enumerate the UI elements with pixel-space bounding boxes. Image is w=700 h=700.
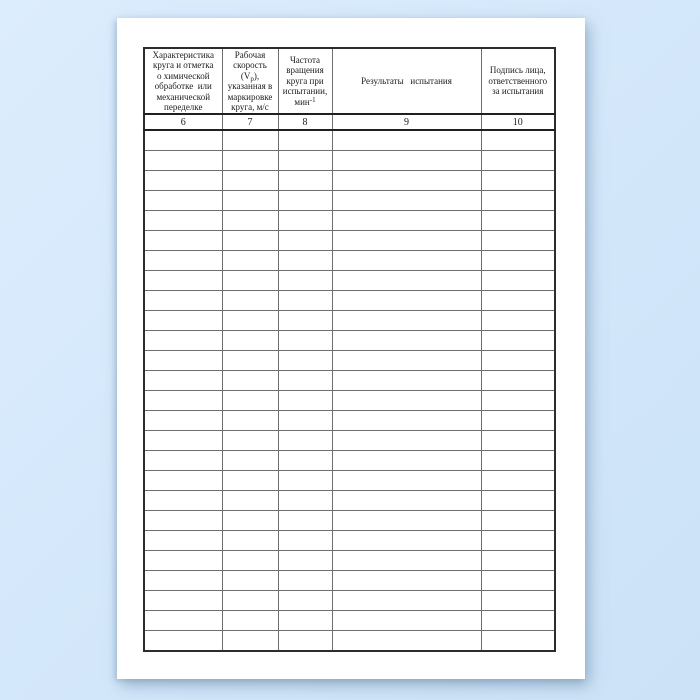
empty-cell: [222, 411, 278, 431]
empty-cell: [278, 391, 332, 411]
empty-cell: [332, 591, 481, 611]
table-row: [144, 631, 555, 652]
empty-cell: [332, 130, 481, 151]
table-row: [144, 271, 555, 291]
empty-cell: [222, 211, 278, 231]
empty-cell: [481, 231, 555, 251]
empty-cell: [144, 291, 222, 311]
empty-cell: [332, 371, 481, 391]
empty-cell: [144, 591, 222, 611]
table-row: [144, 211, 555, 231]
empty-cell: [222, 511, 278, 531]
empty-cell: [222, 291, 278, 311]
empty-cell: [332, 151, 481, 171]
empty-cell: [481, 411, 555, 431]
empty-cell: [144, 171, 222, 191]
empty-cell: [222, 591, 278, 611]
header-line: маркировке: [227, 91, 273, 102]
empty-cell: [481, 351, 555, 371]
empty-cell: [481, 511, 555, 531]
empty-cell: [222, 331, 278, 351]
header-line: круга, м/с: [231, 102, 269, 112]
empty-cell: [278, 151, 332, 171]
empty-cell: [222, 551, 278, 571]
table-row: [144, 551, 555, 571]
header-line: обработке или: [154, 81, 212, 91]
empty-cell: [332, 291, 481, 311]
column-number-6: 6: [144, 114, 222, 130]
empty-cell: [222, 171, 278, 191]
table-row: [144, 611, 555, 631]
empty-cell: [222, 371, 278, 391]
table-row: [144, 231, 555, 251]
empty-cell: [481, 291, 555, 311]
empty-cell: [481, 591, 555, 611]
header-line: указанная в: [227, 81, 273, 91]
header-line: Рабочая: [234, 49, 266, 60]
empty-cell: [332, 231, 481, 251]
empty-cell: [278, 431, 332, 451]
empty-cell: [481, 391, 555, 411]
empty-cell: [278, 130, 332, 151]
table-row: [144, 331, 555, 351]
empty-cell: [222, 391, 278, 411]
empty-cell: [144, 411, 222, 431]
table-row: [144, 251, 555, 271]
table-row: [144, 151, 555, 171]
empty-cell: [278, 451, 332, 471]
column-number-9: 9: [332, 114, 481, 130]
journal-table: [143, 47, 556, 652]
empty-cell: [332, 611, 481, 631]
table-row: [144, 431, 555, 451]
empty-cell: [278, 271, 332, 291]
empty-cell: [144, 531, 222, 551]
table-row: [144, 391, 555, 411]
empty-cell: [481, 491, 555, 511]
empty-cell: [278, 311, 332, 331]
empty-cell: [481, 130, 555, 151]
empty-cell: [278, 331, 332, 351]
table-row: [144, 171, 555, 191]
empty-cell: [332, 391, 481, 411]
header-line: за испытания: [492, 86, 544, 97]
empty-cell: [222, 611, 278, 631]
empty-cell: [481, 571, 555, 591]
header-cell-col8: [278, 48, 332, 114]
empty-cell: [332, 551, 481, 571]
empty-cell: [144, 231, 222, 251]
empty-cell: [222, 471, 278, 491]
header-line: ответственного: [488, 75, 548, 86]
empty-cell: [278, 631, 332, 652]
empty-cell: [278, 591, 332, 611]
table-body: [144, 130, 555, 651]
empty-cell: [278, 291, 332, 311]
empty-cell: [144, 130, 222, 151]
empty-cell: [278, 251, 332, 271]
header-line: вращения: [286, 65, 324, 76]
empty-cell: [144, 491, 222, 511]
empty-cell: [222, 491, 278, 511]
empty-cell: [222, 571, 278, 591]
table-row: [144, 130, 555, 151]
table-row: [144, 411, 555, 431]
empty-cell: [144, 271, 222, 291]
header-cell-col6: [144, 48, 222, 114]
table-row: [144, 451, 555, 471]
table-head: [144, 48, 555, 130]
empty-cell: [481, 631, 555, 652]
empty-cell: [144, 251, 222, 271]
empty-cell: [332, 191, 481, 211]
header-line: Результаты испытания: [361, 75, 452, 86]
empty-cell: [144, 351, 222, 371]
column-number-7: 7: [222, 114, 278, 130]
empty-cell: [222, 271, 278, 291]
empty-cell: [481, 271, 555, 291]
table-row: [144, 471, 555, 491]
empty-cell: [481, 151, 555, 171]
empty-cell: [481, 611, 555, 631]
empty-cell: [144, 371, 222, 391]
empty-cell: [222, 311, 278, 331]
table-row: [144, 191, 555, 211]
empty-cell: [222, 351, 278, 371]
empty-cell: [278, 571, 332, 591]
empty-cell: [481, 451, 555, 471]
empty-cell: [481, 251, 555, 271]
empty-cell: [332, 451, 481, 471]
empty-cell: [481, 171, 555, 191]
empty-cell: [332, 351, 481, 371]
empty-cell: [278, 411, 332, 431]
header-line: $(V_р)$,: [240, 70, 260, 83]
empty-cell: [222, 191, 278, 211]
empty-cell: [144, 211, 222, 231]
empty-cell: [278, 611, 332, 631]
empty-cell: [278, 171, 332, 191]
empty-cell: [278, 491, 332, 511]
empty-cell: [144, 391, 222, 411]
empty-cell: [481, 551, 555, 571]
empty-cell: [222, 151, 278, 171]
empty-cell: [144, 431, 222, 451]
empty-cell: [481, 191, 555, 211]
table-row: [144, 531, 555, 551]
empty-cell: [144, 631, 222, 652]
table-header-row: [144, 48, 555, 114]
empty-cell: [481, 471, 555, 491]
empty-cell: [332, 251, 481, 271]
table-row: [144, 571, 555, 591]
header-line: круга и отметка: [153, 60, 214, 70]
empty-cell: [332, 211, 481, 231]
empty-cell: [332, 431, 481, 451]
empty-cell: [222, 631, 278, 652]
table-row: [144, 591, 555, 611]
empty-cell: [278, 371, 332, 391]
table-row: [144, 311, 555, 331]
empty-cell: [278, 511, 332, 531]
empty-cell: [481, 331, 555, 351]
empty-cell: [144, 611, 222, 631]
empty-cell: [144, 571, 222, 591]
empty-cell: [144, 451, 222, 471]
empty-cell: [222, 231, 278, 251]
empty-cell: [332, 631, 481, 652]
empty-cell: [481, 531, 555, 551]
header-line: скорость: [233, 60, 267, 70]
column-number-10: 10: [481, 114, 555, 130]
header-cell-col9: [332, 48, 481, 114]
empty-cell: [144, 331, 222, 351]
empty-cell: [332, 331, 481, 351]
empty-cell: [332, 171, 481, 191]
header-line: Частота: [289, 54, 321, 65]
empty-cell: [278, 231, 332, 251]
empty-cell: [222, 431, 278, 451]
column-number-8: 8: [278, 114, 332, 130]
empty-cell: [278, 531, 332, 551]
empty-cell: [278, 211, 332, 231]
table-row: [144, 371, 555, 391]
empty-cell: [481, 211, 555, 231]
empty-cell: [278, 471, 332, 491]
header-cell-col10: [481, 48, 555, 114]
empty-cell: [481, 311, 555, 331]
empty-cell: [278, 191, 332, 211]
table-row: [144, 351, 555, 371]
empty-cell: [144, 311, 222, 331]
empty-cell: [481, 371, 555, 391]
header-line: испытании,: [282, 86, 328, 97]
header-line: о химической: [156, 70, 210, 81]
empty-cell: [144, 191, 222, 211]
empty-cell: [222, 251, 278, 271]
empty-cell: [144, 471, 222, 491]
empty-cell: [332, 471, 481, 491]
empty-cell: [278, 551, 332, 571]
table-row: [144, 491, 555, 511]
empty-cell: [222, 130, 278, 151]
empty-cell: [144, 511, 222, 531]
empty-cell: [332, 311, 481, 331]
table-row: [144, 291, 555, 311]
header-line: круга при: [286, 75, 324, 86]
header-line: Характеристика: [152, 49, 214, 60]
header-line: переделке: [164, 102, 203, 112]
empty-cell: [144, 151, 222, 171]
empty-cell: [332, 531, 481, 551]
header-line: механической: [156, 91, 211, 102]
empty-cell: [222, 531, 278, 551]
empty-cell: [332, 491, 481, 511]
document-page: [117, 18, 585, 679]
empty-cell: [222, 451, 278, 471]
empty-cell: [332, 271, 481, 291]
empty-cell: [332, 571, 481, 591]
empty-cell: [278, 351, 332, 371]
empty-cell: [332, 511, 481, 531]
header-line: Подпись лица,: [489, 65, 546, 76]
empty-cell: [144, 551, 222, 571]
header-cell-col7: [222, 48, 278, 114]
empty-cell: [332, 411, 481, 431]
table-row: [144, 511, 555, 531]
empty-cell: [481, 431, 555, 451]
header-line: мин$^{-1}$: [294, 95, 316, 107]
column-numbers-row: [144, 114, 555, 130]
